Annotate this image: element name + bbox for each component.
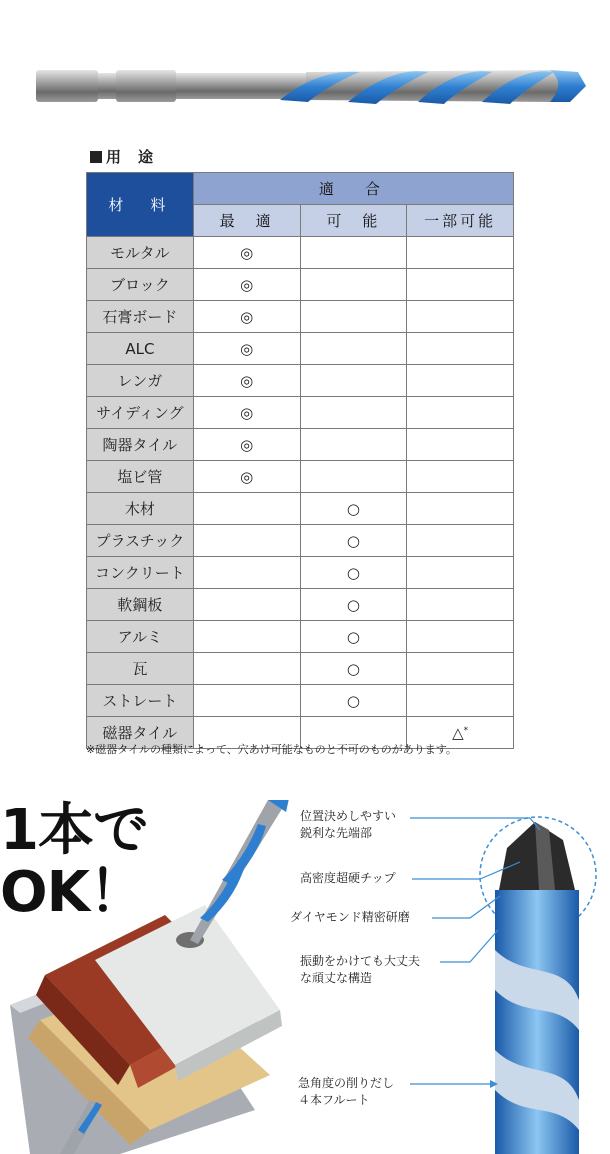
best-cell: ◎ [193, 269, 300, 301]
possible-cell [300, 237, 407, 269]
material-cell: 瓦 [87, 653, 194, 685]
best-cell [193, 653, 300, 685]
table-row [87, 333, 514, 365]
callout-sharp-tip-line-2: 鋭利な先端部 [300, 826, 373, 840]
partial-cell [407, 397, 514, 429]
possible-cell [300, 397, 407, 429]
partial-cell [407, 429, 514, 461]
possible-cell: ○ [300, 557, 407, 589]
table-row [87, 397, 514, 429]
partial-cell [407, 557, 514, 589]
drill-bit-image [30, 50, 590, 120]
best-cell: ◎ [193, 397, 300, 429]
best-cell: ◎ [193, 461, 300, 493]
partial-cell [407, 461, 514, 493]
callout-durable-line-2: な頑丈な構造 [300, 971, 373, 985]
partial-cell [407, 301, 514, 333]
square-bullet-icon [90, 151, 102, 163]
table-row [87, 653, 514, 685]
callout-durable [300, 953, 420, 987]
table-row [87, 557, 514, 589]
possible-cell: ○ [300, 653, 407, 685]
partial-cell [407, 589, 514, 621]
possible-cell: ○ [300, 589, 407, 621]
sub-header-best: 最 適 [193, 205, 300, 237]
best-cell [193, 621, 300, 653]
material-header: 材 料 [87, 173, 194, 237]
callout-sharp-tip-line-1: 位置決めしやすい [300, 809, 397, 823]
callout-carbide-tip: 高密度超硬チップ [300, 871, 396, 885]
best-cell: ◎ [193, 301, 300, 333]
best-cell [193, 493, 300, 525]
tagline [0, 800, 148, 924]
tagline-line-1: 1本で [0, 798, 148, 863]
possible-cell [300, 461, 407, 493]
best-cell: ◎ [193, 333, 300, 365]
possible-cell: ○ [300, 525, 407, 557]
partial-cell [407, 621, 514, 653]
possible-cell [300, 365, 407, 397]
best-cell: ◎ [193, 429, 300, 461]
table-row [87, 493, 514, 525]
partial-cell [407, 493, 514, 525]
table-row [87, 429, 514, 461]
fit-header: 適 合 [193, 173, 513, 205]
possible-cell: ○ [300, 493, 407, 525]
best-cell [193, 685, 300, 717]
callout-sharp-tip [300, 808, 396, 842]
material-cell: 石膏ボード [87, 301, 194, 333]
callout-four-flute-line-1: 急角度の削りだし [298, 1076, 395, 1090]
callout-durable-line-1: 振動をかけても大丈夫 [300, 954, 421, 968]
possible-cell: ○ [300, 621, 407, 653]
material-cell: プラスチック [87, 525, 194, 557]
best-cell [193, 525, 300, 557]
material-cell: 木材 [87, 493, 194, 525]
possible-cell [300, 429, 407, 461]
best-cell [193, 557, 300, 589]
footnote: ※磁器タイルの種類によって、穴あけ可能なものと不可のものがあります。 [86, 743, 457, 756]
callout-diamond-grinding: ダイヤモンド精密研磨 [290, 910, 410, 924]
partial-cell [407, 365, 514, 397]
possible-cell [300, 301, 407, 333]
possible-cell: ○ [300, 685, 407, 717]
partial-mark: △ [452, 723, 464, 742]
partial-cell [407, 653, 514, 685]
section-title [90, 146, 154, 167]
table-row [87, 621, 514, 653]
best-cell [193, 589, 300, 621]
partial-cell [407, 269, 514, 301]
table-row [87, 589, 514, 621]
sub-header-partial: 一部可能 [407, 205, 514, 237]
material-cell: 軟鋼板 [87, 589, 194, 621]
possible-cell [300, 333, 407, 365]
partial-cell [407, 685, 514, 717]
table-row [87, 461, 514, 493]
table-row [87, 525, 514, 557]
material-cell: ストレート [87, 685, 194, 717]
material-cell: モルタル [87, 237, 194, 269]
table-row [87, 237, 514, 269]
best-cell: ◎ [193, 365, 300, 397]
material-cell: アルミ [87, 621, 194, 653]
best-cell: ◎ [193, 237, 300, 269]
sub-header-possible: 可 能 [300, 205, 407, 237]
material-cell: 磁器タイル [87, 717, 194, 749]
table-row [87, 685, 514, 717]
material-cell: 陶器タイル [87, 429, 194, 461]
drill-tip-detail [455, 800, 610, 1154]
section-title-text: 用 途 [106, 148, 155, 166]
suitability-table [86, 172, 514, 749]
material-cell: レンガ [87, 365, 194, 397]
tagline-line-2: OK！ [0, 860, 144, 925]
callout-four-flute [298, 1075, 394, 1109]
partial-cell [407, 525, 514, 557]
possible-cell [300, 269, 407, 301]
material-cell: サイディング [87, 397, 194, 429]
table-row [87, 365, 514, 397]
partial-cell [407, 333, 514, 365]
material-cell: コンクリート [87, 557, 194, 589]
table-row [87, 301, 514, 333]
material-cell: ブロック [87, 269, 194, 301]
callout-four-flute-line-2: ４本フルート [298, 1093, 370, 1107]
note-asterisk: * [463, 725, 469, 736]
material-cell: 塩ビ管 [87, 461, 194, 493]
table-row [87, 269, 514, 301]
material-cell: ALC [87, 333, 194, 365]
partial-cell [407, 237, 514, 269]
